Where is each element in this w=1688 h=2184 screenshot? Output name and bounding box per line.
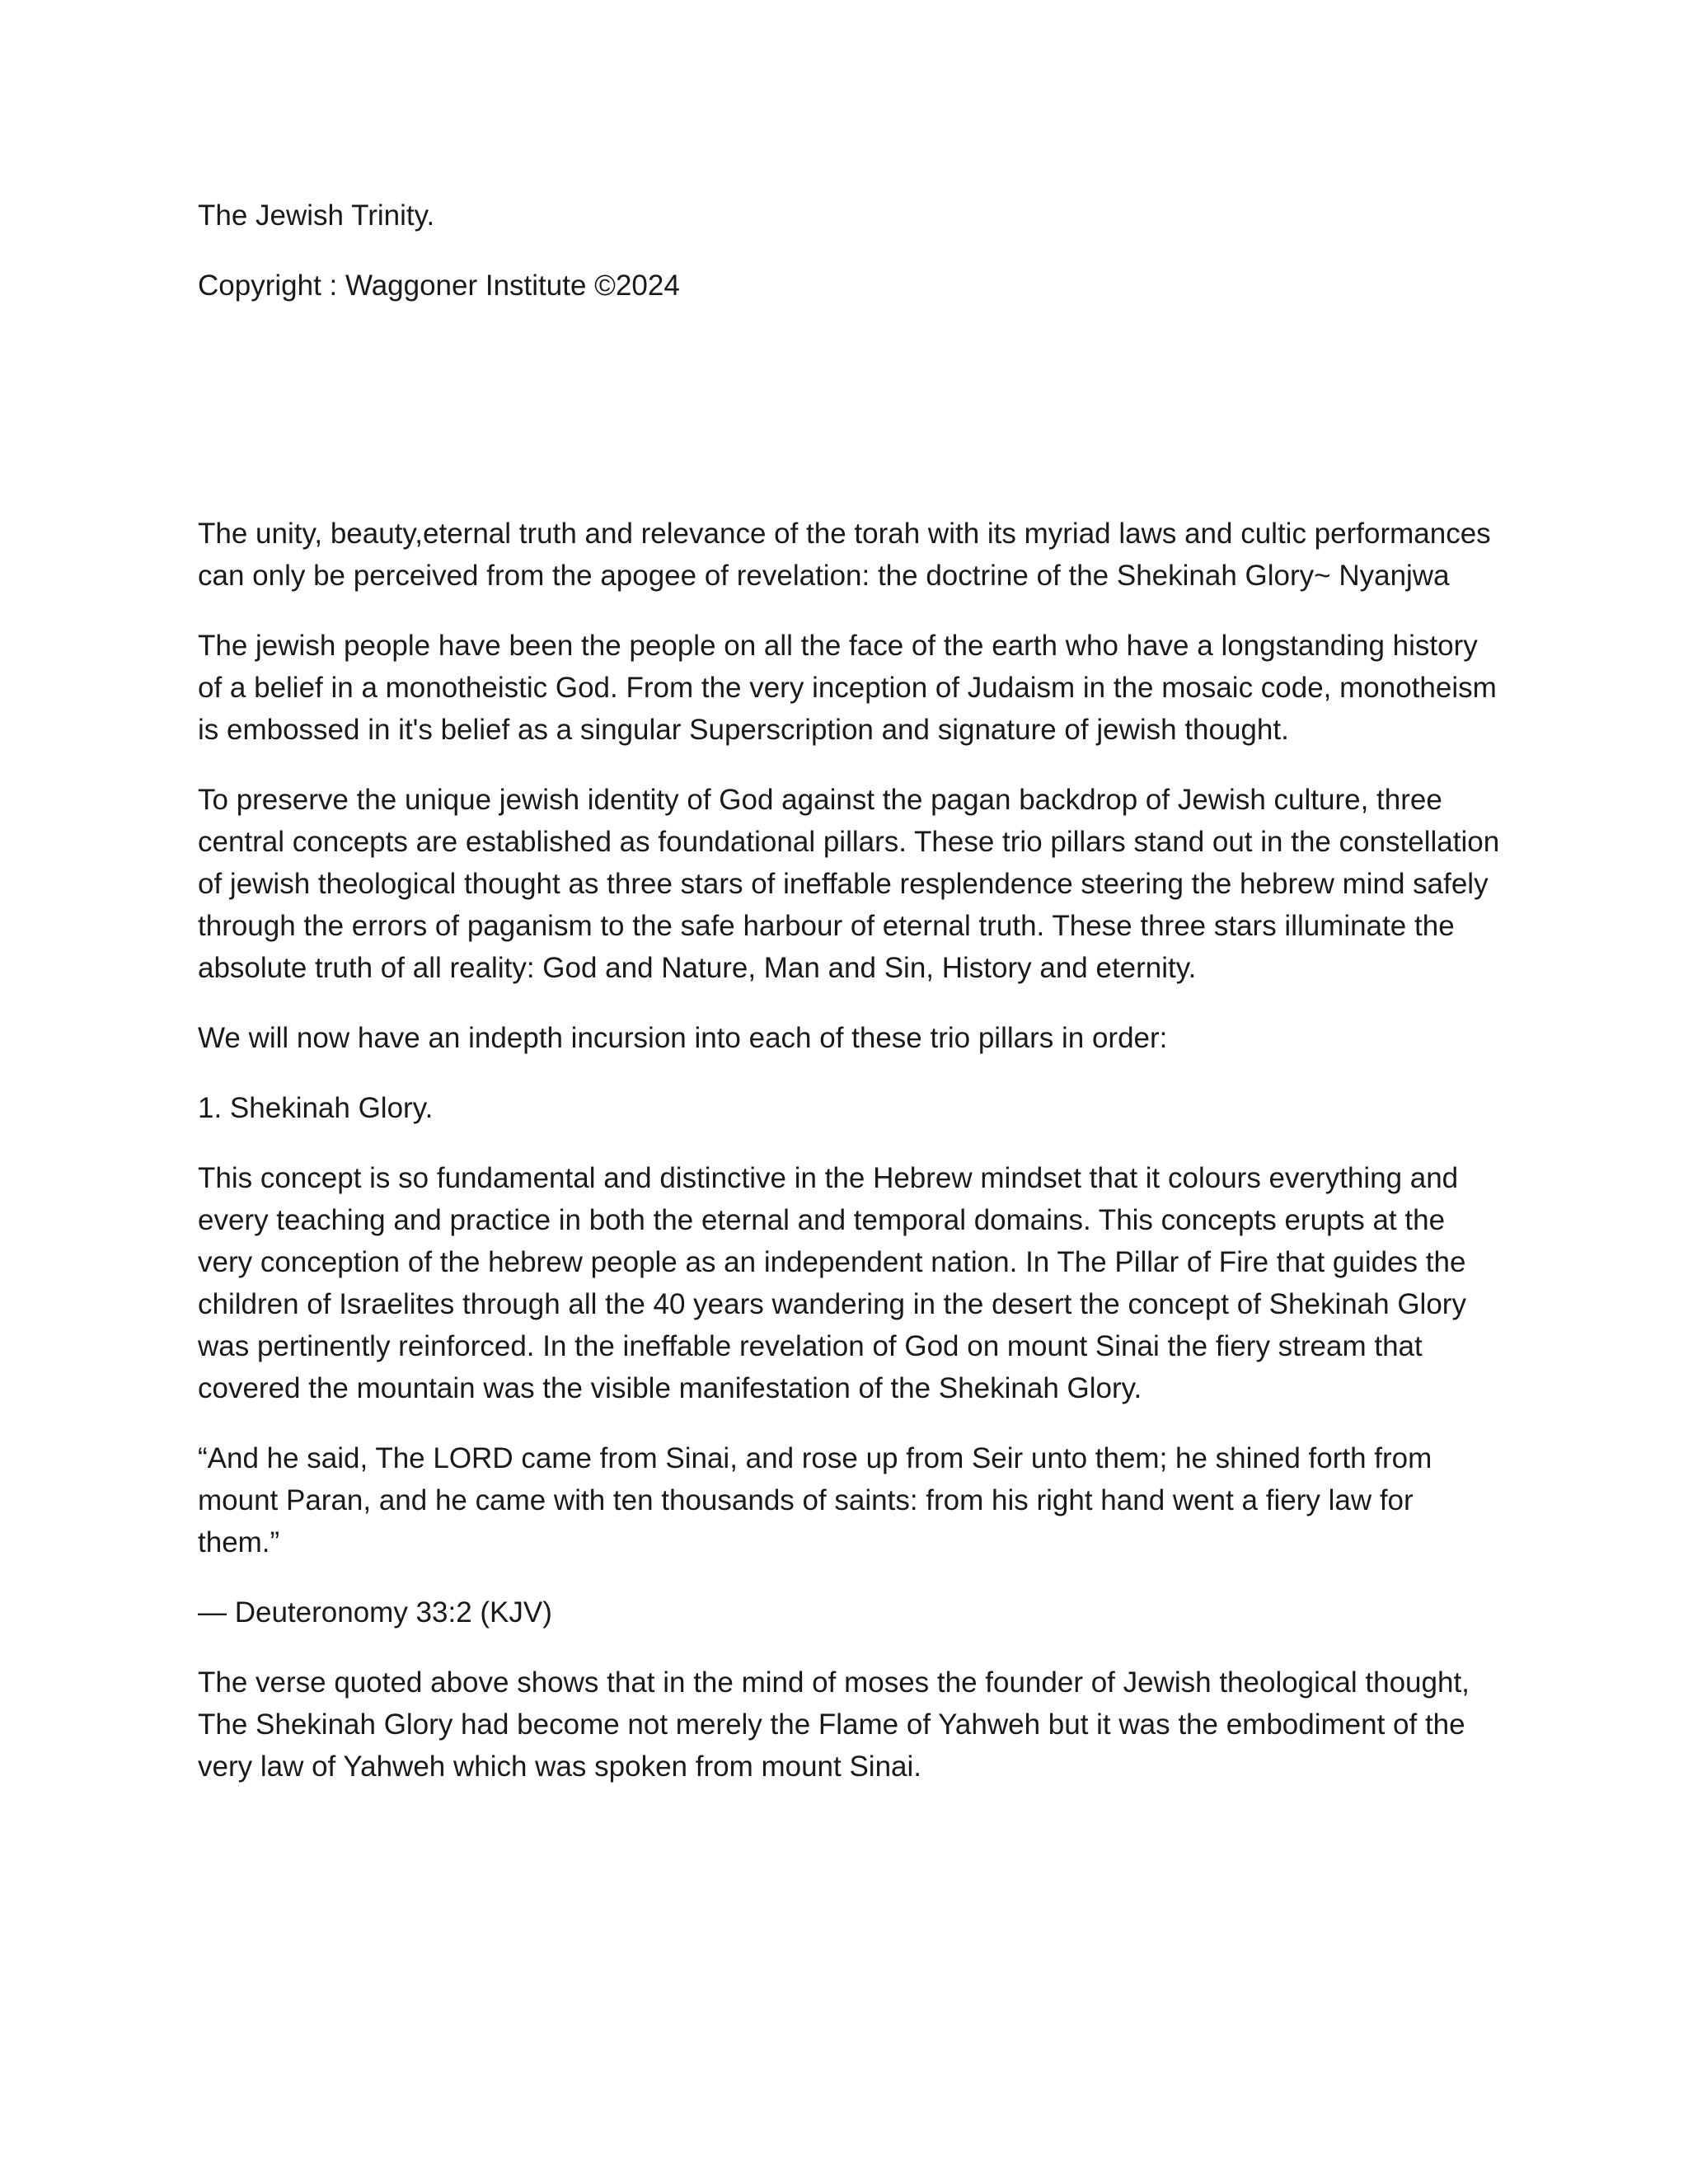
commentary-paragraph: The verse quoted above shows that in the mind of moses the founder of Jewish theological thought, The Shekinah Glory had become not merely the Flame of Yahweh but it was the embodiment of the very law of Yahweh which was spoken from mount Sinai. xyxy=(198,1666,1470,1783)
document-title: The Jewish Trinity. xyxy=(198,199,435,232)
intro-paragraph: The jewish people have been the people on all the face of the earth who have a longstanding history of a belief in a monotheistic God. From the very inception of Judaism in the mosaic code, monotheism is embossed in it's belief as a singular Superscription and signature of jewish thought. xyxy=(198,630,1497,746)
quote-attribution: — Deuteronomy 33:2 (KJV) xyxy=(198,1596,552,1629)
document-body xyxy=(198,194,1500,1816)
copyright-notice: Copyright : Waggoner Institute ©2024 xyxy=(198,269,680,302)
shekinah-paragraph: This concept is so fundamental and distinctive in the Hebrew mindset that it colours everything and every teaching and practice in both the eternal and temporal domains. This concepts erupts at the very conception of the hebrew people as an independent nation. In The Pillar of Fire that guides the children of Israelites through all the 40 years wandering in the desert the concept of Shekinah Glory was pertinently reinforced. In the ineffable revelation of God on mount Sinai the fiery stream that covered the mountain was the visible manifestation of the Shekinah Glory. xyxy=(198,1162,1466,1404)
incursion-paragraph: We will now have an indepth incursion into each of these trio pillars in order: xyxy=(198,1022,1168,1054)
scripture-quote: “And he said, The LORD came from Sinai, and rose up from Seir unto them; he shined forth from mount Paran, and he came with ten thousands of saints: from his right hand went a fiery law for them.” xyxy=(198,1442,1432,1558)
epigraph-paragraph: The unity, beauty,eternal truth and relevance of the torah with its myriad laws and cultic performances can only be perceived from the apogee of revelation: the doctrine of the Shekinah Glory~ Nyanjwa xyxy=(198,518,1491,592)
section-heading: 1. Shekinah Glory. xyxy=(198,1092,434,1124)
pillars-paragraph: To preserve the unique jewish identity of God against the pagan backdrop of Jewish culture, three central concepts are established as foundational pillars. These trio pillars stand out in the constellation of jewish theological thought as three stars of ineffable resplendence steering the hebrew mind safely through the errors of paganism to the safe harbour of eternal truth. These three stars illuminate the absolute truth of all reality: God and Nature, Man and Sin, History and eternity. xyxy=(198,784,1500,984)
